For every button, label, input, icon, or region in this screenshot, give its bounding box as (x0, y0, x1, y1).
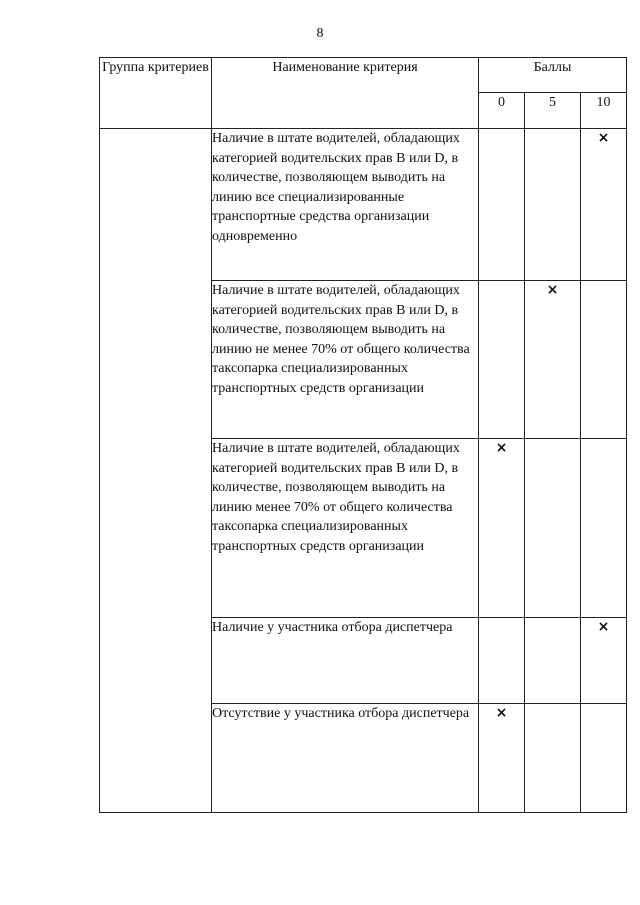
score-cell (581, 129, 627, 281)
header-name: Наименование критерия (212, 58, 479, 129)
score-cell (479, 618, 525, 704)
score-cell (525, 704, 581, 813)
mark-icon: × (546, 282, 559, 298)
score-cell (581, 704, 627, 813)
table-row (100, 129, 627, 281)
mark-icon: × (597, 619, 610, 635)
header-score-5: 5 (525, 93, 581, 129)
criterion-name: Отсутствие у участника отбора диспетчера (212, 704, 479, 813)
mark-icon: × (495, 440, 508, 456)
group-cell (100, 129, 212, 813)
score-cell (479, 129, 525, 281)
criteria-table (99, 57, 627, 813)
score-cell (479, 704, 525, 813)
criterion-name: Наличие у участника отбора диспетчера (212, 618, 479, 704)
mark-icon: × (495, 705, 508, 721)
header-score-10: 10 (581, 93, 627, 129)
header-group: Группа критериев (100, 58, 212, 129)
criterion-name: Наличие в штате водителей, обладающих категорией водительских прав B или D, в количестве, позволяющем выводить на линию не менее 70% от общего количества таксопарка специализированных транспортных средств организации (212, 281, 479, 439)
score-cell (525, 281, 581, 439)
score-cell (525, 618, 581, 704)
header-score-0: 0 (479, 93, 525, 129)
criterion-name: Наличие в штате водителей, обладающих категорией водительских прав B или D, в количестве, позволяющем выводить на линию менее 70% от общего количества таксопарка специализированных транспортных средств организации (212, 439, 479, 618)
score-cell (479, 439, 525, 618)
header-row (100, 58, 627, 93)
score-cell (581, 281, 627, 439)
mark-icon: × (597, 130, 610, 146)
score-cell (479, 281, 525, 439)
page-number: 8 (316, 26, 324, 41)
header-points: Баллы (479, 58, 627, 93)
score-cell (581, 439, 627, 618)
score-cell (525, 129, 581, 281)
score-cell (525, 439, 581, 618)
score-cell (581, 618, 627, 704)
criterion-name: Наличие в штате водителей, обладающих категорией водительских прав B или D, в количестве, позволяющем выводить на линию все специализированные транспортные средства организации одновременно (212, 129, 479, 281)
